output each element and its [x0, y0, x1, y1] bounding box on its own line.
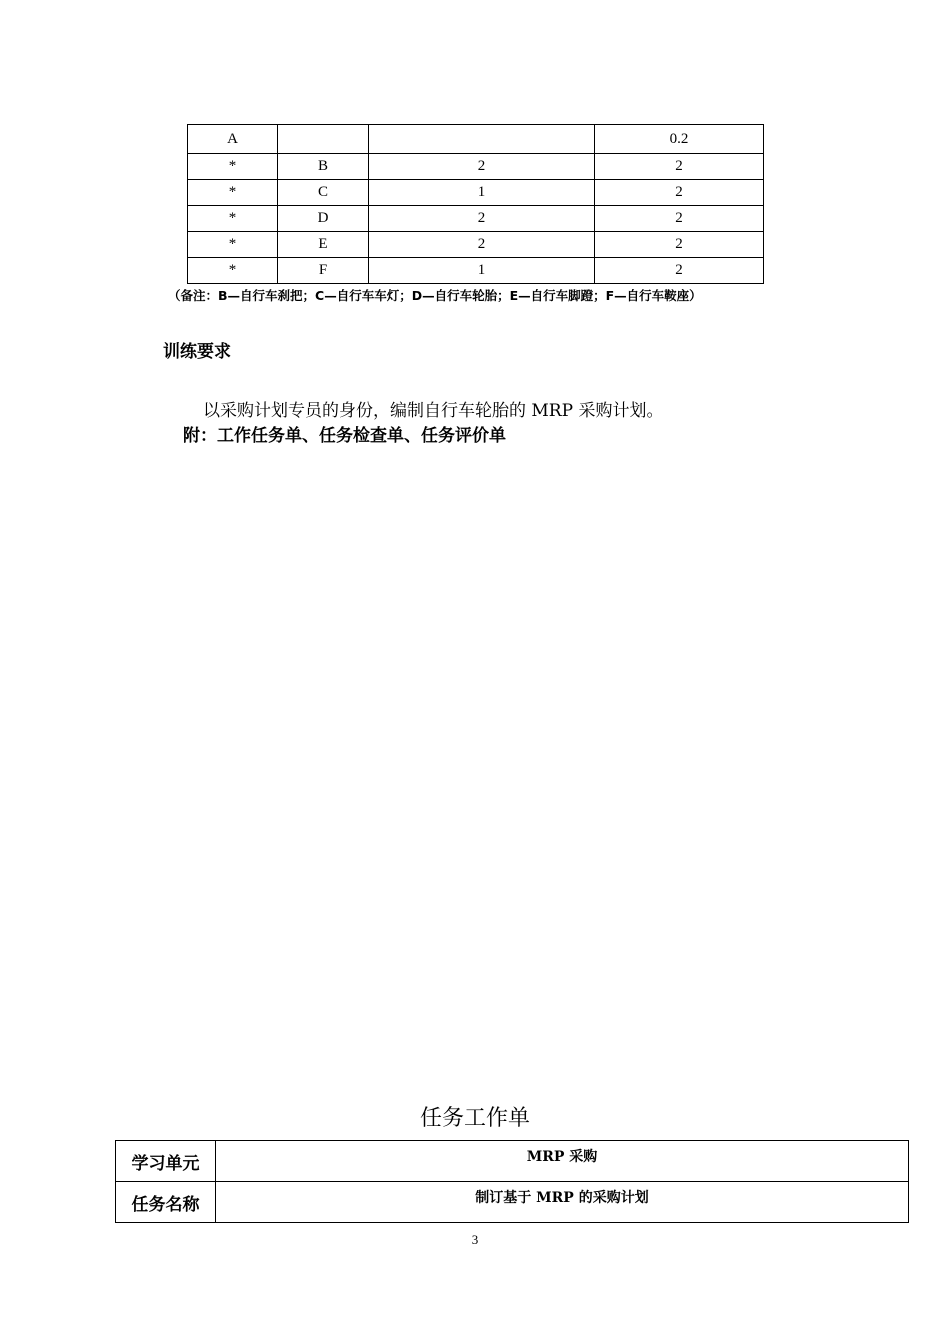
bom-table-body [188, 125, 764, 284]
table-cell: B [278, 154, 369, 180]
table-row [188, 258, 764, 284]
table-cell: * [188, 258, 278, 284]
table-row [188, 180, 764, 206]
row-value: MRP 采购 [216, 1141, 909, 1182]
table-row [188, 206, 764, 232]
page-number: 3 [471, 1232, 479, 1247]
table-row [188, 125, 764, 154]
appendix-line: 附：工作任务单、任务检查单、任务评价单 [183, 426, 506, 446]
table-cell [369, 125, 595, 154]
table-row [116, 1182, 909, 1223]
table-cell: 0.2 [595, 125, 764, 154]
table-row [188, 154, 764, 180]
table-cell: C [278, 180, 369, 206]
table-cell: E [278, 232, 369, 258]
table-cell: 1 [369, 258, 595, 284]
table-cell: * [188, 180, 278, 206]
table-cell: * [188, 154, 278, 180]
table-cell: 2 [595, 232, 764, 258]
table-row [116, 1141, 909, 1182]
table-cell: 2 [595, 154, 764, 180]
table-cell: 2 [595, 258, 764, 284]
task-sheet-body [116, 1141, 909, 1223]
table-cell: * [188, 206, 278, 232]
table-cell: 1 [369, 180, 595, 206]
row-label: 任务名称 [116, 1182, 216, 1223]
task-sheet-title: 任务工作单 [419, 1106, 530, 1131]
table-cell: D [278, 206, 369, 232]
table-cell: 2 [369, 206, 595, 232]
table-cell: 2 [595, 180, 764, 206]
table-cell: 2 [595, 206, 764, 232]
table-cell [278, 125, 369, 154]
table-cell: 2 [369, 154, 595, 180]
training-heading: 训练要求 [163, 342, 231, 362]
row-value: 制订基于 MRP 的采购计划 [216, 1182, 909, 1223]
bom-table [187, 124, 764, 284]
task-sheet-table [115, 1140, 909, 1223]
table-cell: * [188, 232, 278, 258]
table-cell: F [278, 258, 369, 284]
table-row [188, 232, 764, 258]
training-body: 以采购计划专员的身份，编制自行车轮胎的 MRP 采购计划。 [203, 401, 664, 421]
table-cell: 2 [369, 232, 595, 258]
row-label: 学习单元 [116, 1141, 216, 1182]
table-cell: A [188, 125, 278, 154]
bom-note: （备注：B—自行车刹把；C—自行车车灯；D—自行车轮胎；E—自行车脚蹬；F—自行车鞍座） [168, 288, 702, 303]
